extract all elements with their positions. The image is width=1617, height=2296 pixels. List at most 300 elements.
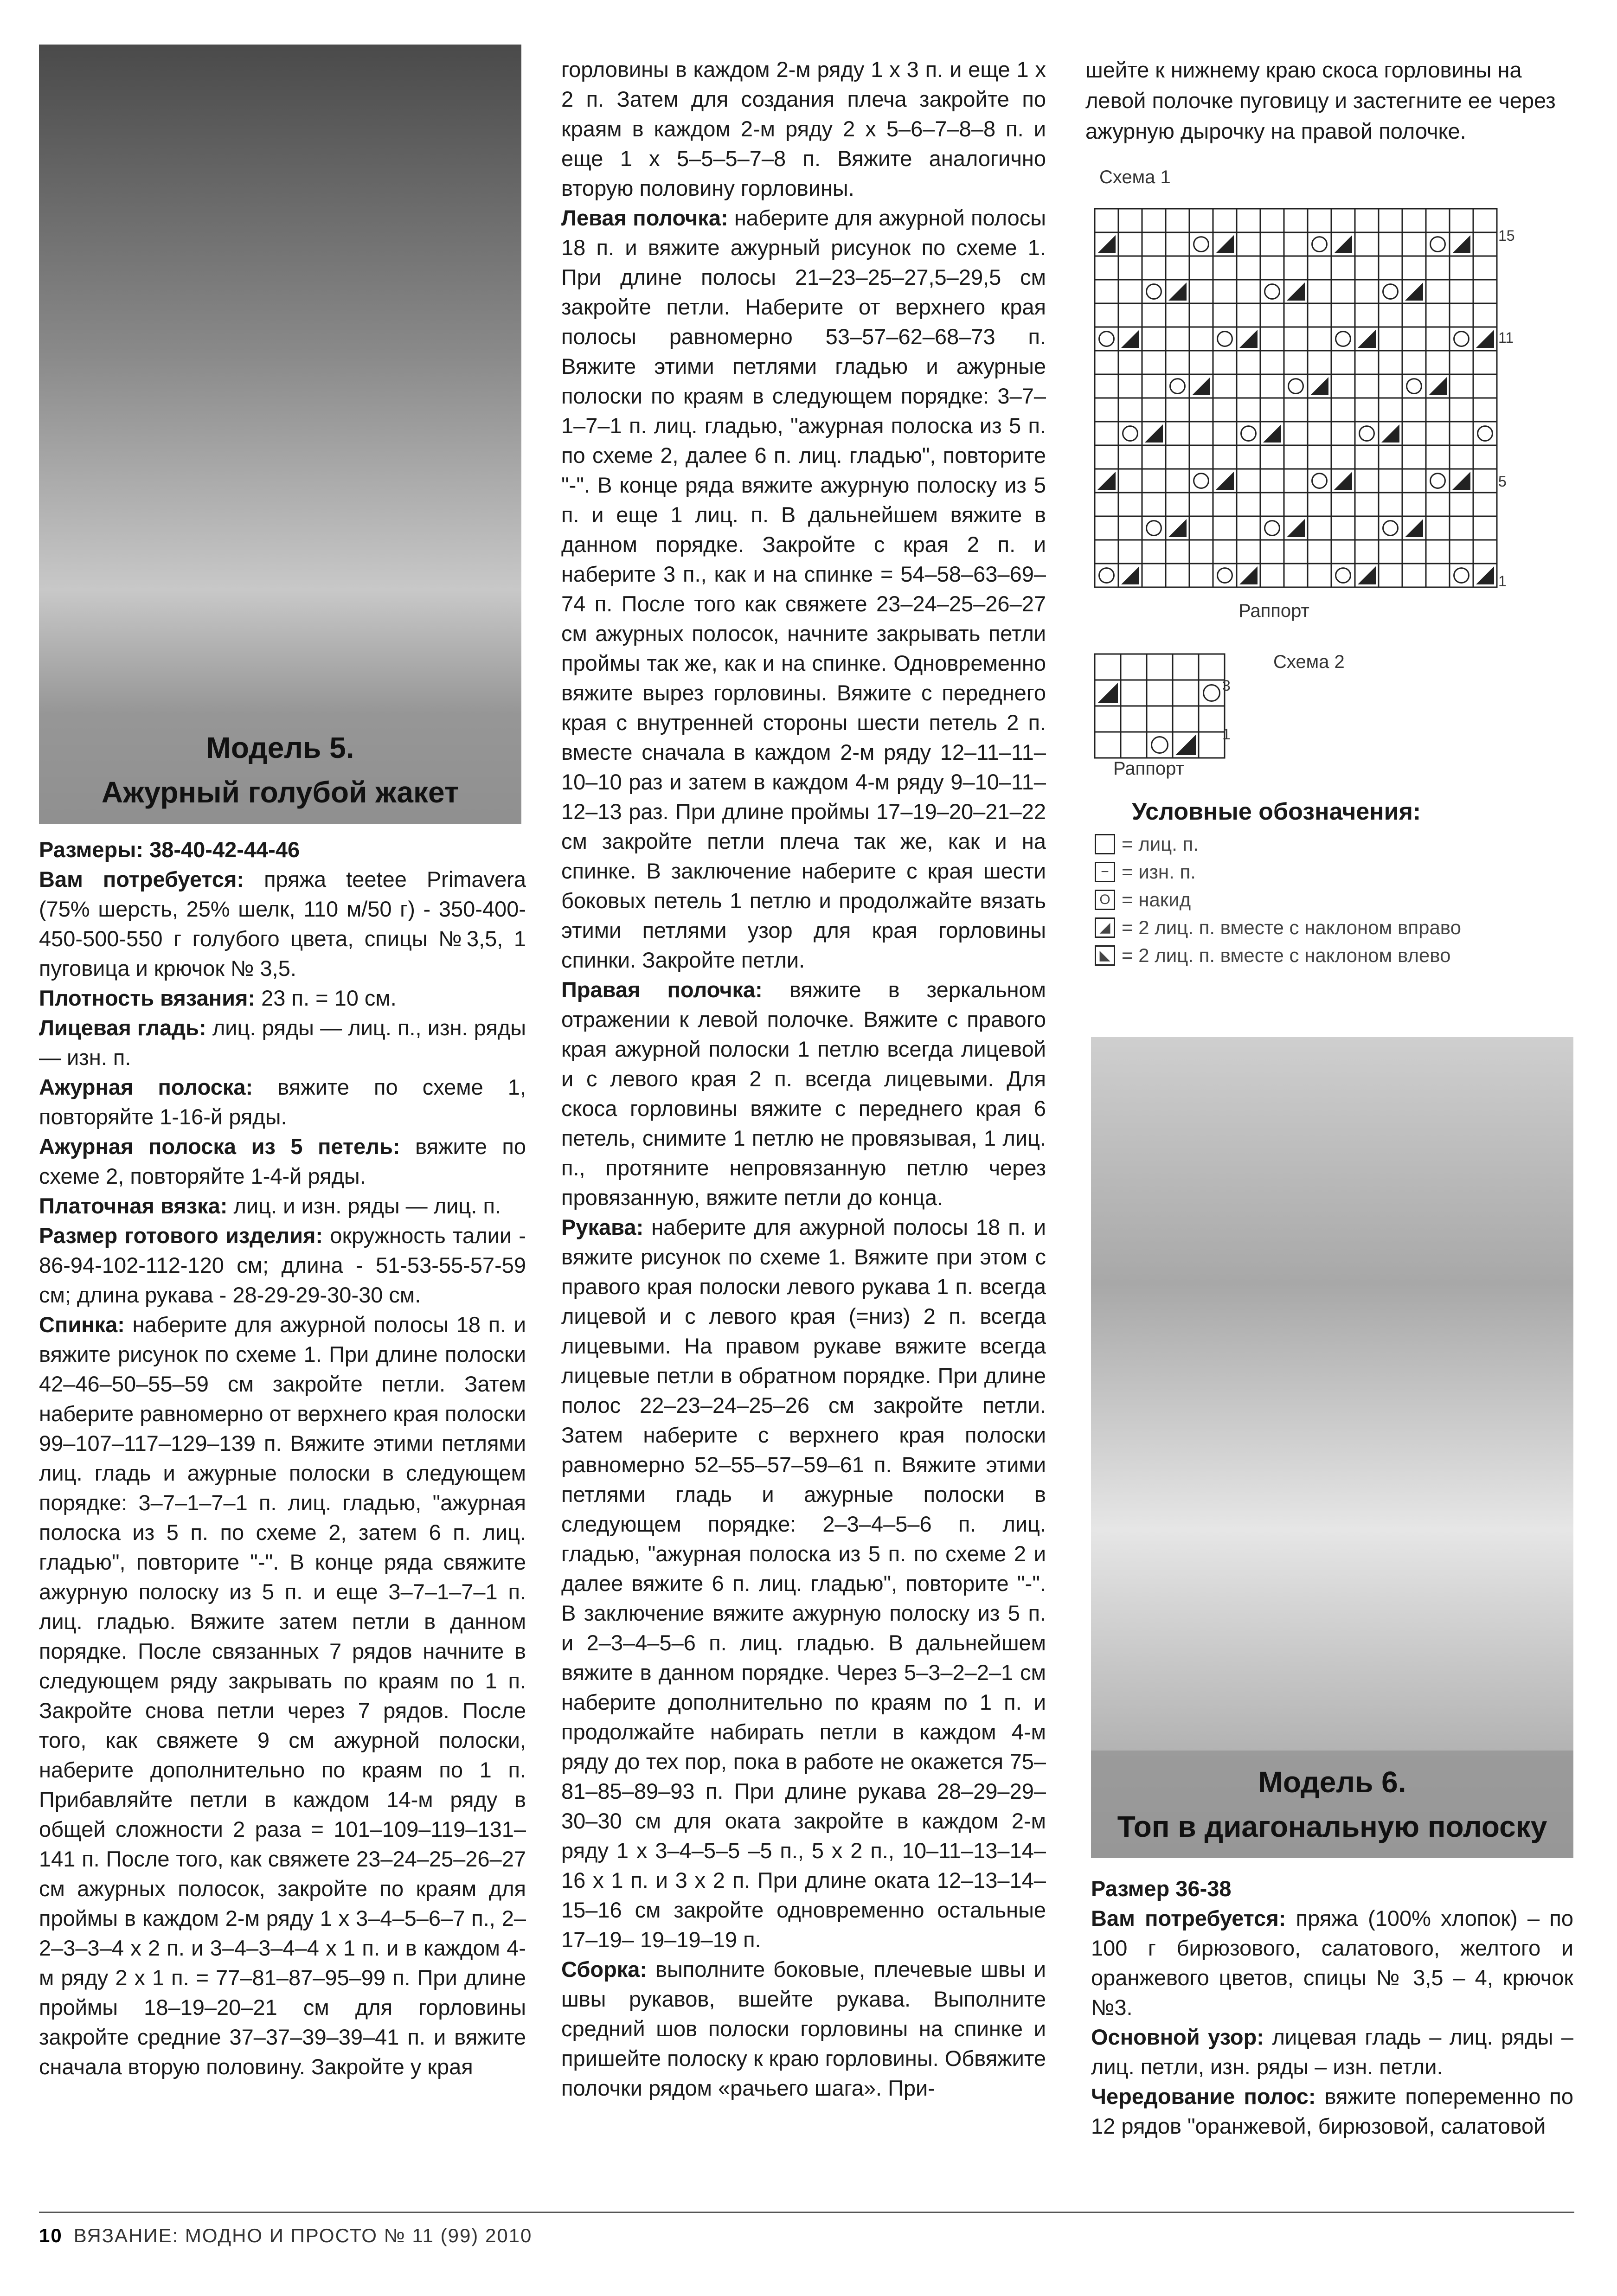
chart-cell (1213, 422, 1237, 445)
decrease-symbol (1145, 424, 1163, 443)
schema1-row-5: 5 (1498, 473, 1507, 490)
yarn-over-symbol (1147, 521, 1161, 536)
yarn-over-symbol (1312, 237, 1327, 252)
chart-cell (1213, 516, 1237, 540)
yarn-over-symbol (1454, 568, 1469, 583)
chart-cell (1426, 422, 1450, 445)
sleeves (561, 1212, 1046, 1955)
chart-cell (1308, 493, 1331, 516)
chart-cell (1379, 351, 1402, 374)
chart-cell (1166, 374, 1189, 398)
chart-cell (1095, 209, 1118, 232)
chart-cell (1095, 422, 1118, 445)
decrease-symbol (1168, 282, 1187, 301)
chart-cell (1379, 303, 1402, 327)
chart-cell (1189, 540, 1213, 564)
chart-cell (1426, 280, 1450, 303)
gauge (39, 983, 526, 1013)
chart-cell (1142, 516, 1166, 540)
chart-cell (1237, 398, 1260, 422)
decrease-symbol (1381, 424, 1399, 443)
chart-cell (1213, 493, 1237, 516)
chart-cell (1284, 540, 1308, 564)
chart-cell (1402, 422, 1426, 445)
decrease-symbol (1452, 472, 1470, 490)
garter-stitch-label: Платочная вязка: (39, 1193, 228, 1218)
chart-cell (1355, 351, 1379, 374)
chart-cell (1379, 256, 1402, 280)
legend-item (1095, 942, 1559, 969)
chart-cell (1118, 445, 1142, 469)
chart-cell (1213, 303, 1237, 327)
decrease-symbol (1097, 472, 1116, 490)
stripe-alternation (1091, 2082, 1573, 2141)
lace-strip-5 (39, 1132, 526, 1191)
chart-cell (1121, 732, 1147, 758)
chart-cell (1095, 303, 1118, 327)
chart-cell (1213, 540, 1237, 564)
chart-cell (1402, 564, 1426, 587)
chart-cell (1426, 398, 1450, 422)
chart-cell (1189, 398, 1213, 422)
size-36-38-label: Размер 36-38 (1091, 1876, 1232, 1901)
chart-cell (1450, 445, 1473, 469)
chart-cell (1473, 232, 1497, 256)
chart-cell (1402, 398, 1426, 422)
legend-title: Условные обозначения: (1132, 798, 1421, 825)
column-3-bottom (1091, 1874, 1573, 2141)
chart-cell (1308, 209, 1331, 232)
legend-item (1095, 830, 1559, 858)
chart-cell (1308, 422, 1331, 445)
yarn-over-symbol (1204, 685, 1220, 701)
chart-cell (1473, 469, 1497, 493)
model6-caption-title: Топ в диагональную полоску (1117, 1810, 1547, 1843)
chart-cell (1331, 540, 1355, 564)
chart-cell (1379, 327, 1402, 351)
model6-caption (1091, 1751, 1573, 1858)
yarn-over-symbol (1099, 332, 1114, 346)
chart-cell (1173, 680, 1199, 706)
left-front (561, 203, 1046, 975)
chart-cell (1331, 209, 1355, 232)
chart-cell (1189, 232, 1213, 256)
schema2-grid (1090, 649, 1229, 775)
chart-cell (1355, 469, 1379, 493)
chart-cell (1147, 654, 1173, 680)
chart-cell (1284, 303, 1308, 327)
chart-cell (1260, 374, 1284, 398)
chart-cell (1379, 469, 1402, 493)
materials-label: Вам потребуется: (39, 867, 244, 891)
chart-cell (1142, 469, 1166, 493)
chart-cell (1260, 351, 1284, 374)
chart-cell (1260, 398, 1284, 422)
chart-cell (1118, 232, 1142, 256)
chart-cell (1166, 327, 1189, 351)
footer (39, 2225, 532, 2247)
schema2-rapport: Раппорт (1113, 758, 1184, 779)
chart-cell (1260, 540, 1284, 564)
chart-cell (1260, 280, 1284, 303)
chart-cell (1095, 327, 1118, 351)
chart-cell (1355, 422, 1379, 445)
chart-cell (1142, 280, 1166, 303)
chart-cell (1308, 516, 1331, 540)
chart-cell (1095, 280, 1118, 303)
magazine-title: ВЯЗАНИЕ: МОДНО И ПРОСТО № 11 (99) 2010 (73, 2225, 533, 2246)
chart-cell (1118, 469, 1142, 493)
lace-strip-5-text: вяжите по схеме 2, повторяйте 1-4-й ряды. (39, 1134, 526, 1188)
chart-cell (1121, 654, 1147, 680)
decrease-symbol (1287, 282, 1305, 301)
garter-stitch (39, 1191, 526, 1221)
chart-cell (1173, 706, 1199, 732)
yarn-over-symbol (1265, 521, 1280, 536)
assembly-text: выполните боковые, плечевые швы и швы рукавов, вшейте рукава. Выполните средний шов полоски горловины на спинке и пришейте полоску к краю горловины. Обвяжите полочки рядом «рачьего шага». При- (561, 1957, 1046, 2100)
chart-cell (1284, 422, 1308, 445)
chart-cell (1450, 493, 1473, 516)
chart-cell (1095, 445, 1118, 469)
column-1 (39, 835, 526, 2082)
chart-cell (1166, 351, 1189, 374)
chart-cell (1379, 493, 1402, 516)
legend (1095, 798, 1559, 969)
chart-cell (1450, 422, 1473, 445)
chart-cell (1142, 493, 1166, 516)
model5-caption (39, 716, 521, 824)
chart-cell (1237, 209, 1260, 232)
chart-cell (1260, 232, 1284, 256)
chart-cell (1189, 256, 1213, 280)
chart-cell (1189, 351, 1213, 374)
dash-square-icon: − (1095, 862, 1115, 882)
schema1-title: Схема 1 (1099, 167, 1171, 187)
chart-cell (1284, 232, 1308, 256)
chart-cell (1308, 256, 1331, 280)
legend-item-text: = изн. п. (1122, 861, 1196, 883)
chart-cell (1402, 351, 1426, 374)
chart-cell (1260, 256, 1284, 280)
yarn-over-symbol (1194, 237, 1209, 252)
chart-cell (1173, 654, 1199, 680)
chart-cell (1237, 303, 1260, 327)
finished-size (39, 1221, 526, 1310)
chart-cell (1142, 351, 1166, 374)
chart-cell (1189, 327, 1213, 351)
schema1-row-11: 11 (1498, 329, 1514, 346)
chart-cell (1284, 374, 1308, 398)
chart-cell (1142, 232, 1166, 256)
gauge-text: 23 п. = 10 см. (255, 986, 397, 1010)
yarn-over-symbol (1383, 284, 1398, 299)
yarn-over-symbol (1147, 284, 1161, 299)
schema1-grid (1090, 204, 1508, 612)
chart-cell (1426, 540, 1450, 564)
chart-cell (1213, 327, 1237, 351)
chart-cell (1450, 516, 1473, 540)
chart-cell (1189, 493, 1213, 516)
right-front-label: Правая полочка: (561, 977, 763, 1002)
chart-cell (1426, 209, 1450, 232)
chart-cell (1213, 564, 1237, 587)
chart-cell (1118, 516, 1142, 540)
sizes (39, 835, 526, 865)
yarn-over-symbol (1383, 521, 1398, 536)
chart-cell (1355, 303, 1379, 327)
chart-cell (1213, 256, 1237, 280)
chart-cell (1355, 540, 1379, 564)
chart-cell (1473, 374, 1497, 398)
chart-cell (1189, 303, 1213, 327)
left-front-label: Левая полочка: (561, 205, 728, 230)
yarn-over-symbol (1265, 284, 1280, 299)
chart-cell (1284, 256, 1308, 280)
chart-cell (1260, 303, 1284, 327)
chart-cell (1095, 654, 1121, 680)
chart-cell (1426, 351, 1450, 374)
right-slant-icon: ◢ (1095, 917, 1115, 938)
chart-cell (1284, 469, 1308, 493)
chart-cell (1095, 374, 1118, 398)
yarn-over-symbol (1478, 426, 1493, 441)
chart-cell (1260, 516, 1284, 540)
chart-cell (1355, 493, 1379, 516)
stockinette-label: Лицевая гладь: (39, 1015, 206, 1040)
chart-cell (1095, 516, 1118, 540)
model5-caption-title: Ажурный голубой жакет (101, 776, 459, 809)
chart-cell (1147, 706, 1173, 732)
chart-cell (1237, 445, 1260, 469)
chart-cell (1213, 398, 1237, 422)
chart-cell (1331, 422, 1355, 445)
chart-cell (1450, 564, 1473, 587)
chart-cell (1166, 256, 1189, 280)
yarn-over-symbol (1099, 568, 1114, 583)
yarn-over-symbol (1123, 426, 1138, 441)
chart-cell (1426, 469, 1450, 493)
chart-cell (1118, 209, 1142, 232)
stripe-alternation-text: вяжите попеременно по 12 рядов "оранжевой, бирюзовой, салатовой (1091, 2084, 1573, 2138)
chart-cell (1189, 209, 1213, 232)
decrease-symbol (1097, 235, 1116, 253)
chart-cell (1260, 445, 1284, 469)
sleeves-text: наберите для ажурной полосы 18 п. и вяжите рисунок по схеме 1. Вяжите при этом с правого края полоски левого рукава 1 п. всегда лицевой и с левого края (=низ) 2 п. всегда лицевыми. На правом рукаве вяжите всегда лицевые петли в обратном порядке. При длине полос 22–23–24–25–26 см закройте петли. Затем наберите с верхнего края полоски равномерно 52–55–57–59–61 п. Вяжите этими петлями гладь и ажурные полоски в следующем порядке: 2–3–4–5–6 п. лиц. гладью, "ажурная полоска из 5 п. по схеме 2 и далее вяжите 6 п. лиц. гладью", повторите "-". В заключение вяжите ажурную полоску из 5 п. и 2–3–4–5–6 п. лиц. гладью. В дальнейшем вяжите в данном порядке. Через 5–3–2–2–1 см наберите дополнительно по краям по 1 п. и продолжайте набирать петли в каждом 4-м ряду до тех пор, пока в работе не окажется 75–81–85–89–93 п. При длине рукава 28–29–29– 30–30 см для оката закройте в каждом 2-м ряду 1 х 3–4–5–5 –5 п., 5 х 2 п., 10–11–13–14–16 х 1 п. и 3 х 2 п. При длине оката 12–13–14–15–16 см закройте одновременно остальные 17–19– 19–19–19 п. (561, 1215, 1046, 1952)
main-pattern-label: Основной узор: (1091, 2025, 1264, 2049)
decrease-symbol (1168, 519, 1187, 537)
chart-cell (1260, 327, 1284, 351)
chart-cell (1450, 303, 1473, 327)
yarn-over-symbol (1312, 474, 1327, 488)
chart-cell (1450, 374, 1473, 398)
chart-cell (1118, 303, 1142, 327)
legend-item (1095, 858, 1559, 886)
chart-cell (1142, 209, 1166, 232)
chart-cell (1379, 445, 1402, 469)
chart-cell (1426, 303, 1450, 327)
chart-cell (1199, 654, 1225, 680)
chart-cell (1237, 540, 1260, 564)
chart-cell (1355, 209, 1379, 232)
chart-cell (1331, 398, 1355, 422)
schema2-row-1: 1 (1222, 726, 1231, 743)
chart-cell (1331, 256, 1355, 280)
decrease-symbol (1121, 330, 1139, 348)
chart-cell (1426, 327, 1450, 351)
chart-cell (1213, 374, 1237, 398)
chart-cell (1237, 374, 1260, 398)
chart-cell (1118, 422, 1142, 445)
left-slant-icon: ◣ (1095, 945, 1115, 966)
assembly-label: Сборка: (561, 1957, 648, 1982)
schema1-rapport: Раппорт (1238, 601, 1309, 621)
lace-strip-text: вяжите по схеме 1, повторяйте 1-16-й ряды. (39, 1075, 526, 1129)
chart-cell (1308, 303, 1331, 327)
chart-cell (1402, 445, 1426, 469)
chart-cell (1450, 209, 1473, 232)
decrease-symbol (1476, 330, 1494, 348)
chart-cell (1095, 732, 1121, 758)
chart-cell (1237, 422, 1260, 445)
schema1-row-1: 1 (1498, 573, 1507, 590)
chart-cell (1189, 422, 1213, 445)
decrease-symbol (1476, 566, 1494, 584)
chart-cell (1379, 374, 1402, 398)
model5-caption-number: Модель 5. (206, 731, 354, 764)
yarn-over-symbol (1336, 332, 1351, 346)
right-front-text: вяжите в зеркальном отражении к левой полочке. Вяжите с правого края ажурной полоски 1 петлю всегда лицевой и с левого края 2 п. всегда лицевыми. Для скоса горловины вяжите с переднего края 6 петель, снимите 1 петлю не провязывая, 1 лиц. п., протяните непровязанную петлю через провязанную, вяжите петли до конца. (561, 977, 1046, 1210)
chart-cell (1308, 351, 1331, 374)
chart-cell (1095, 564, 1118, 587)
footer-rule (39, 2212, 1574, 2213)
chart-cell (1189, 280, 1213, 303)
chart-cell (1237, 232, 1260, 256)
chart-cell (1308, 232, 1331, 256)
chart-cell (1473, 303, 1497, 327)
chart-cell (1308, 540, 1331, 564)
button-instruction: шейте к нижнему краю скоса горловины на левой полочке пуговицу и застегните ее через ажурную дырочку на правой полочке. (1085, 58, 1556, 143)
chart-cell (1308, 469, 1331, 493)
column-2 (561, 55, 1046, 2103)
legend-item-text: = 2 лиц. п. вместе с наклоном вправо (1122, 917, 1462, 938)
size-36-38 (1091, 1874, 1573, 1904)
chart-cell (1147, 680, 1173, 706)
chart-cell (1402, 469, 1426, 493)
decrease-symbol (1334, 472, 1352, 490)
chart-cell (1379, 209, 1402, 232)
chart-cell (1308, 445, 1331, 469)
chart-cell (1284, 564, 1308, 587)
chart-cell (1402, 232, 1426, 256)
yarn-over-symbol (1218, 332, 1232, 346)
chart-cell (1118, 540, 1142, 564)
chart-cell (1284, 351, 1308, 374)
chart-cell (1473, 351, 1497, 374)
chart-cell (1199, 706, 1225, 732)
chart-cell (1237, 280, 1260, 303)
chart-cell (1308, 398, 1331, 422)
chart-cell (1284, 493, 1308, 516)
chart-cell (1166, 209, 1189, 232)
legend-item-text: = 2 лиц. п. вместе с наклоном влево (1122, 944, 1451, 966)
chart-cell (1237, 256, 1260, 280)
model6-caption-number: Модель 6. (1258, 1765, 1406, 1799)
chart-cell (1142, 327, 1166, 351)
chart-cell (1426, 232, 1450, 256)
chart-cell (1142, 256, 1166, 280)
yarn-over-symbol (1170, 379, 1185, 394)
yarn-over-symbol (1152, 737, 1168, 753)
chart-cell (1331, 351, 1355, 374)
chart-cell (1142, 303, 1166, 327)
decrease-symbol (1216, 472, 1234, 490)
chart-cell (1450, 540, 1473, 564)
materials (39, 865, 526, 983)
stockinette-text: лиц. ряды — лиц. п., изн. ряды — изн. п. (39, 1015, 526, 1070)
chart-cell (1237, 493, 1260, 516)
chart-cell (1284, 327, 1308, 351)
right-front (561, 975, 1046, 1212)
chart-cell (1402, 374, 1426, 398)
legend-item-text: = лиц. п. (1122, 833, 1199, 855)
back-label: Спинка: (39, 1312, 125, 1337)
chart-cell (1260, 493, 1284, 516)
chart-cell (1402, 493, 1426, 516)
legend-item (1095, 914, 1559, 942)
decrease-symbol (1452, 235, 1470, 253)
main-pattern-text: лицевая гладь – лиц. ряды – лиц. петли, изн. ряды – изн. петли. (1091, 2025, 1573, 2079)
chart-cell (1118, 280, 1142, 303)
chart-cell (1260, 564, 1284, 587)
chart-cell (1095, 493, 1118, 516)
chart-cell (1166, 469, 1189, 493)
chart-cell (1237, 351, 1260, 374)
chart-cell (1473, 209, 1497, 232)
chart-cell (1473, 493, 1497, 516)
chart-cell (1331, 493, 1355, 516)
decrease-symbol (1429, 377, 1447, 395)
yarn-over-symbol (1454, 332, 1469, 346)
chart-cell (1213, 280, 1237, 303)
chart-cell (1473, 256, 1497, 280)
chart-cell (1379, 540, 1402, 564)
chart-cell (1331, 445, 1355, 469)
chart-cell (1095, 256, 1118, 280)
chart-cell (1331, 303, 1355, 327)
yarn-over-symbol (1431, 237, 1445, 252)
top-materials-label: Вам потребуется: (1091, 1906, 1286, 1930)
chart-cell (1331, 280, 1355, 303)
chart-cell (1473, 422, 1497, 445)
chart-cell (1379, 398, 1402, 422)
yarn-over-symbol (1218, 568, 1232, 583)
chart-cell (1450, 351, 1473, 374)
chart-cell (1308, 280, 1331, 303)
sleeves-label: Рукава: (561, 1215, 644, 1239)
chart-cell (1473, 280, 1497, 303)
chart-cell (1118, 374, 1142, 398)
page-number: 10 (39, 2225, 63, 2246)
chart-cell (1284, 398, 1308, 422)
chart-cell (1166, 540, 1189, 564)
chart-cell (1473, 540, 1497, 564)
chart-cell (1426, 445, 1450, 469)
main-pattern (1091, 2022, 1573, 2082)
model5-photo (39, 45, 521, 824)
decrease-symbol (1358, 330, 1376, 348)
yarn-over-symbol (1289, 379, 1303, 394)
chart-cell (1284, 445, 1308, 469)
